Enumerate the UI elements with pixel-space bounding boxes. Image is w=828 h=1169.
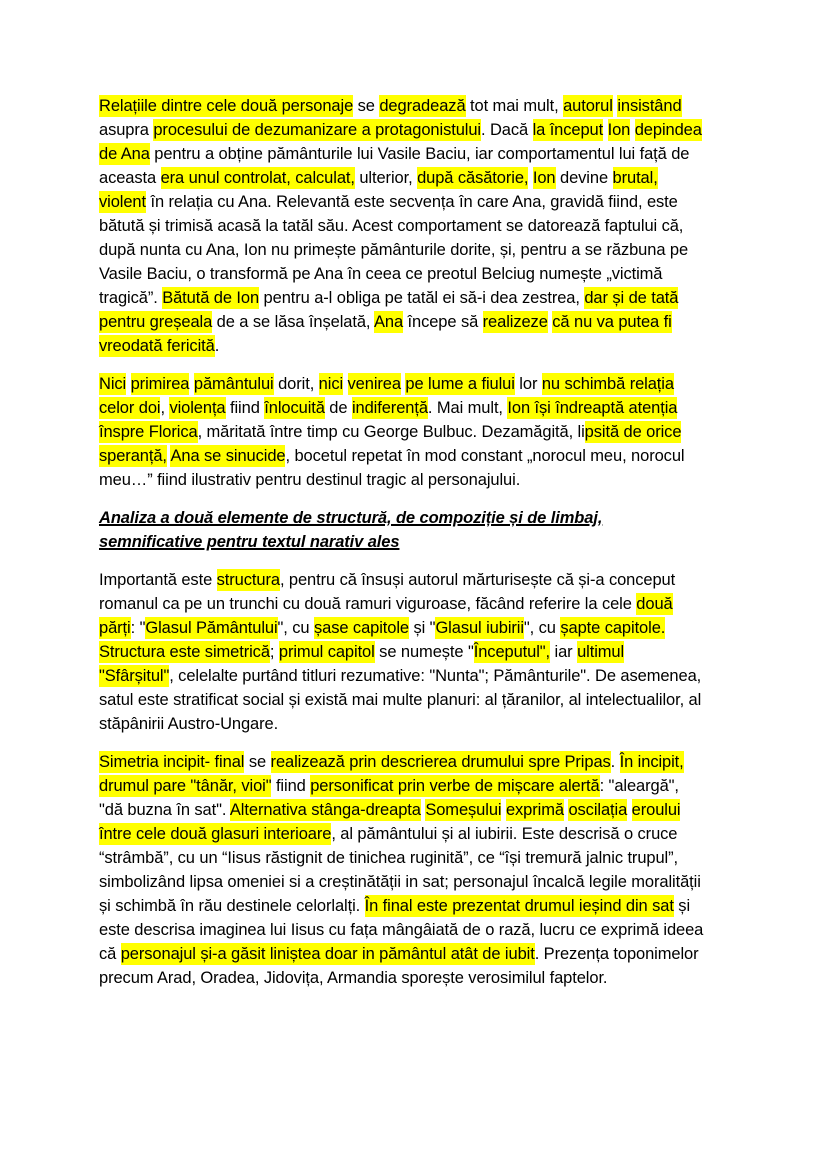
highlighted-text: Ion își îndreaptă atenția: [507, 399, 678, 417]
highlighted-text: între cele două glasuri interioare: [99, 825, 332, 843]
text-line: [99, 214, 828, 238]
highlighted-text: Someșului: [425, 801, 502, 819]
text-run: Importantă este: [99, 571, 217, 589]
text-run: începe să: [403, 313, 483, 331]
highlighted-text: depindea: [634, 121, 702, 139]
text-line: [99, 334, 828, 358]
text-line: [99, 592, 828, 616]
highlighted-text: violența: [169, 399, 226, 417]
text-line: [99, 568, 828, 592]
highlighted-text: degradează: [379, 97, 466, 115]
highlighted-text: eroului: [631, 801, 681, 819]
highlighted-text: brutal,: [612, 169, 658, 187]
text-line: [99, 468, 828, 492]
highlighted-text: drumul pare "tânăr, vioi": [99, 777, 272, 795]
highlighted-text: Ion: [532, 169, 556, 187]
text-run: simbolizând lipsa omeniei si a creștinătății in sat; personajul încalcă legile moralității: [99, 873, 701, 891]
highlighted-text: după căsătorie,: [417, 169, 529, 187]
text-run: de: [324, 399, 352, 417]
paragraph: [99, 94, 828, 358]
text-run: [126, 375, 130, 393]
text-line: [99, 798, 828, 822]
highlighted-text: Simetria incipit- final: [99, 753, 245, 771]
text-run: , al pământului și al iubirii. Este descrisă o cruce: [331, 825, 678, 843]
text-run: de a se lăsa înșelată,: [212, 313, 374, 331]
highlighted-text: primirea: [130, 375, 190, 393]
text-line: [99, 942, 828, 966]
text-line: [99, 190, 828, 214]
text-run: . Mai mult,: [427, 399, 508, 417]
text-run: , măritată între timp cu George Bulbuc. Dezamăgită, li: [197, 423, 585, 441]
text-run: tot mai mult,: [465, 97, 564, 115]
highlighted-text: oscilația: [568, 801, 628, 819]
text-run: ,: [160, 399, 170, 417]
text-run: , pentru că însuși autorul mărturisește că și-a conceput: [279, 571, 676, 589]
text-line: [99, 664, 828, 688]
text-run: , celelalte purtând titluri rezumative: "Nunta"; Pământurile". De asemenea,: [169, 667, 702, 685]
highlighted-text: structura: [216, 571, 280, 589]
highlighted-text: Relațiile dintre cele două personaje: [99, 97, 354, 115]
text-run: lor: [514, 375, 542, 393]
text-run: și ": [409, 619, 436, 637]
text-run: semnificative pentru textul narativ ales: [99, 533, 400, 551]
text-run: satul este stratificat social și există mai multe planuri: al țăranilor, al intelectualilor, al: [99, 691, 702, 709]
text-line: [99, 506, 828, 530]
highlighted-text: În incipit,: [619, 753, 684, 771]
text-run: , bocetul repetat în mod constant „norocul meu, norocul: [285, 447, 685, 465]
text-line: [99, 530, 828, 554]
text-line: [99, 420, 828, 444]
highlighted-text: realizeze: [482, 313, 548, 331]
highlighted-text: violent: [99, 193, 146, 211]
text-run: și: [673, 897, 691, 915]
highlighted-text: indiferență: [351, 399, 428, 417]
text-run: tragică”.: [99, 289, 163, 307]
highlighted-text: înlocuită: [264, 399, 325, 417]
text-run: devine: [555, 169, 613, 187]
text-line: [99, 396, 828, 420]
highlighted-text: era unul controlat, calculat,: [160, 169, 355, 187]
text-run: [603, 121, 607, 139]
text-run: în relația cu Ana. Relevantă este secvența în care Ana, gravidă fiind, este: [146, 193, 678, 211]
text-run: după nunta cu Ana, Ion nu primește pământurile dorite, și, pentru a se răzbuna pe: [99, 241, 689, 259]
text-line: [99, 616, 828, 640]
highlighted-text: șase capitole: [313, 619, 409, 637]
highlighted-text: ultimul: [577, 643, 625, 661]
text-run: fiind: [271, 777, 311, 795]
highlighted-text: Structura este simetrică: [99, 643, 270, 661]
text-run: Analiza a două elemente de structură, de compoziție și de limbaj,: [99, 509, 603, 527]
highlighted-text: venirea: [347, 375, 401, 393]
highlighted-text: procesului de dezumanizare a protagonistului: [153, 121, 481, 139]
text-run: “strâmbă”, cu un “Iisus răstignit de tinichea ruginită”, ce “își tremură jalnic trupul”,: [99, 849, 679, 867]
text-run: ", cu: [277, 619, 314, 637]
text-run: pentru a obține pământurile lui Vasile Baciu, iar comportamentul lui față de: [149, 145, 690, 163]
text-line: [99, 966, 828, 990]
text-run: pentru a-l obliga pe tatăl ei să-i dea zestrea,: [259, 289, 585, 307]
text-line: [99, 262, 828, 286]
text-run: aceasta: [99, 169, 161, 187]
highlighted-text: "Sfârșitul": [99, 667, 170, 685]
highlighted-text: Nici: [99, 375, 127, 393]
text-run: stăpânirii Austro-Ungare.: [99, 715, 279, 733]
text-run: se: [244, 753, 271, 771]
highlighted-text: părți: [99, 619, 131, 637]
highlighted-text: de Ana: [99, 145, 150, 163]
text-run: .: [610, 753, 620, 771]
text-line: [99, 310, 828, 334]
text-line: [99, 118, 828, 142]
highlighted-text: pe lume a fiului: [405, 375, 515, 393]
text-run: ;: [269, 643, 279, 661]
text-line: [99, 640, 828, 664]
highlighted-text: Glasul iubirii: [435, 619, 524, 637]
text-line: [99, 918, 828, 942]
highlighted-text: În final este prezentat drumul ieșind din sat: [364, 897, 674, 915]
text-line: [99, 286, 828, 310]
text-run: se: [353, 97, 380, 115]
text-run: ulterior,: [354, 169, 418, 187]
highlighted-text: realizează prin descrierea drumului spre Pripas: [270, 753, 611, 771]
text-run: meu…” fiind ilustrativ pentru destinul tragic al personajului.: [99, 471, 521, 489]
text-run: : ": [130, 619, 146, 637]
highlighted-text: Ana se sinucide: [170, 447, 286, 465]
text-run: iar: [550, 643, 578, 661]
text-run: asupra: [99, 121, 154, 139]
text-run: [343, 375, 347, 393]
highlighted-text: celor doi: [99, 399, 161, 417]
highlighted-text: primul capitol: [278, 643, 375, 661]
text-line: [99, 712, 828, 736]
text-run: că: [99, 945, 121, 963]
highlighted-text: Bătută de Ion: [162, 289, 260, 307]
highlighted-text: nici: [318, 375, 344, 393]
highlighted-text: insistând: [617, 97, 682, 115]
text-run: . Prezența toponimelor: [534, 945, 699, 963]
highlighted-text: personificat prin verbe de mișcare alertă: [310, 777, 600, 795]
text-run: fiind: [225, 399, 265, 417]
text-run: romanul ca pe un trunchi cu două ramuri viguroase, făcând referire la cele: [99, 595, 637, 613]
text-run: "dă buzna în sat".: [99, 801, 230, 819]
highlighted-text: exprimă: [505, 801, 564, 819]
highlighted-text: Începutul",: [473, 643, 551, 661]
text-run: se numește ": [374, 643, 474, 661]
text-run: . Dacă: [480, 121, 533, 139]
text-run: [627, 801, 631, 819]
highlighted-text: autorul: [563, 97, 613, 115]
text-run: Vasile Baciu, o transformă pe Ana în ceea ce preotul Belciug numește „victimă: [99, 265, 663, 283]
paragraph: [99, 568, 828, 736]
text-line: [99, 142, 828, 166]
text-run: este descrisa imaginea lui Iisus cu fața mângâiată de o rază, lucru ce exprimă ideea: [99, 921, 704, 939]
text-line: [99, 774, 828, 798]
text-line: [99, 894, 828, 918]
text-run: și schimbă în rău destinele celorlalți.: [99, 897, 365, 915]
highlighted-text: psită de orice: [584, 423, 682, 441]
text-line: [99, 94, 828, 118]
text-line: [99, 688, 828, 712]
highlighted-text: speranță,: [99, 447, 167, 465]
text-run: .: [214, 337, 220, 355]
text-line: [99, 238, 828, 262]
text-run: ", cu: [523, 619, 561, 637]
highlighted-text: pământului: [193, 375, 274, 393]
highlighted-text: nu schimbă relația: [541, 375, 674, 393]
highlighted-text: la început: [532, 121, 604, 139]
highlighted-text: dar și de tată: [584, 289, 679, 307]
highlighted-text: înspre Florica: [99, 423, 198, 441]
highlighted-text: două: [636, 595, 673, 613]
text-run: : "aleargă",: [599, 777, 679, 795]
highlighted-text: șapte capitole.: [560, 619, 666, 637]
highlighted-text: Glasul Pământului: [145, 619, 278, 637]
text-run: bătută și trimisă acasă la tatăl său. Acest comportament se datorează faptului că,: [99, 217, 684, 235]
highlighted-text: Ion: [607, 121, 631, 139]
text-line: [99, 846, 828, 870]
highlighted-text: că nu va putea fi: [552, 313, 672, 331]
text-line: [99, 372, 828, 396]
text-line: [99, 870, 828, 894]
text-run: dorit,: [273, 375, 319, 393]
highlighted-text: Alternativa stânga-dreapta: [229, 801, 421, 819]
text-line: [99, 166, 828, 190]
text-line: [99, 750, 828, 774]
section-heading: [99, 506, 828, 554]
text-line: [99, 822, 828, 846]
highlighted-text: vreodată fericită: [99, 337, 215, 355]
text-line: [99, 444, 828, 468]
paragraph: [99, 372, 828, 492]
paragraph: [99, 750, 828, 990]
text-run: precum Arad, Oradea, Jidovița, Armandia sporește verosimilul faptelor.: [99, 969, 608, 987]
highlighted-text: Ana: [373, 313, 404, 331]
highlighted-text: pentru greșeala: [99, 313, 213, 331]
document-body: [99, 94, 828, 990]
highlighted-text: personajul și-a găsit liniștea doar in pământul atât de iubit: [120, 945, 535, 963]
